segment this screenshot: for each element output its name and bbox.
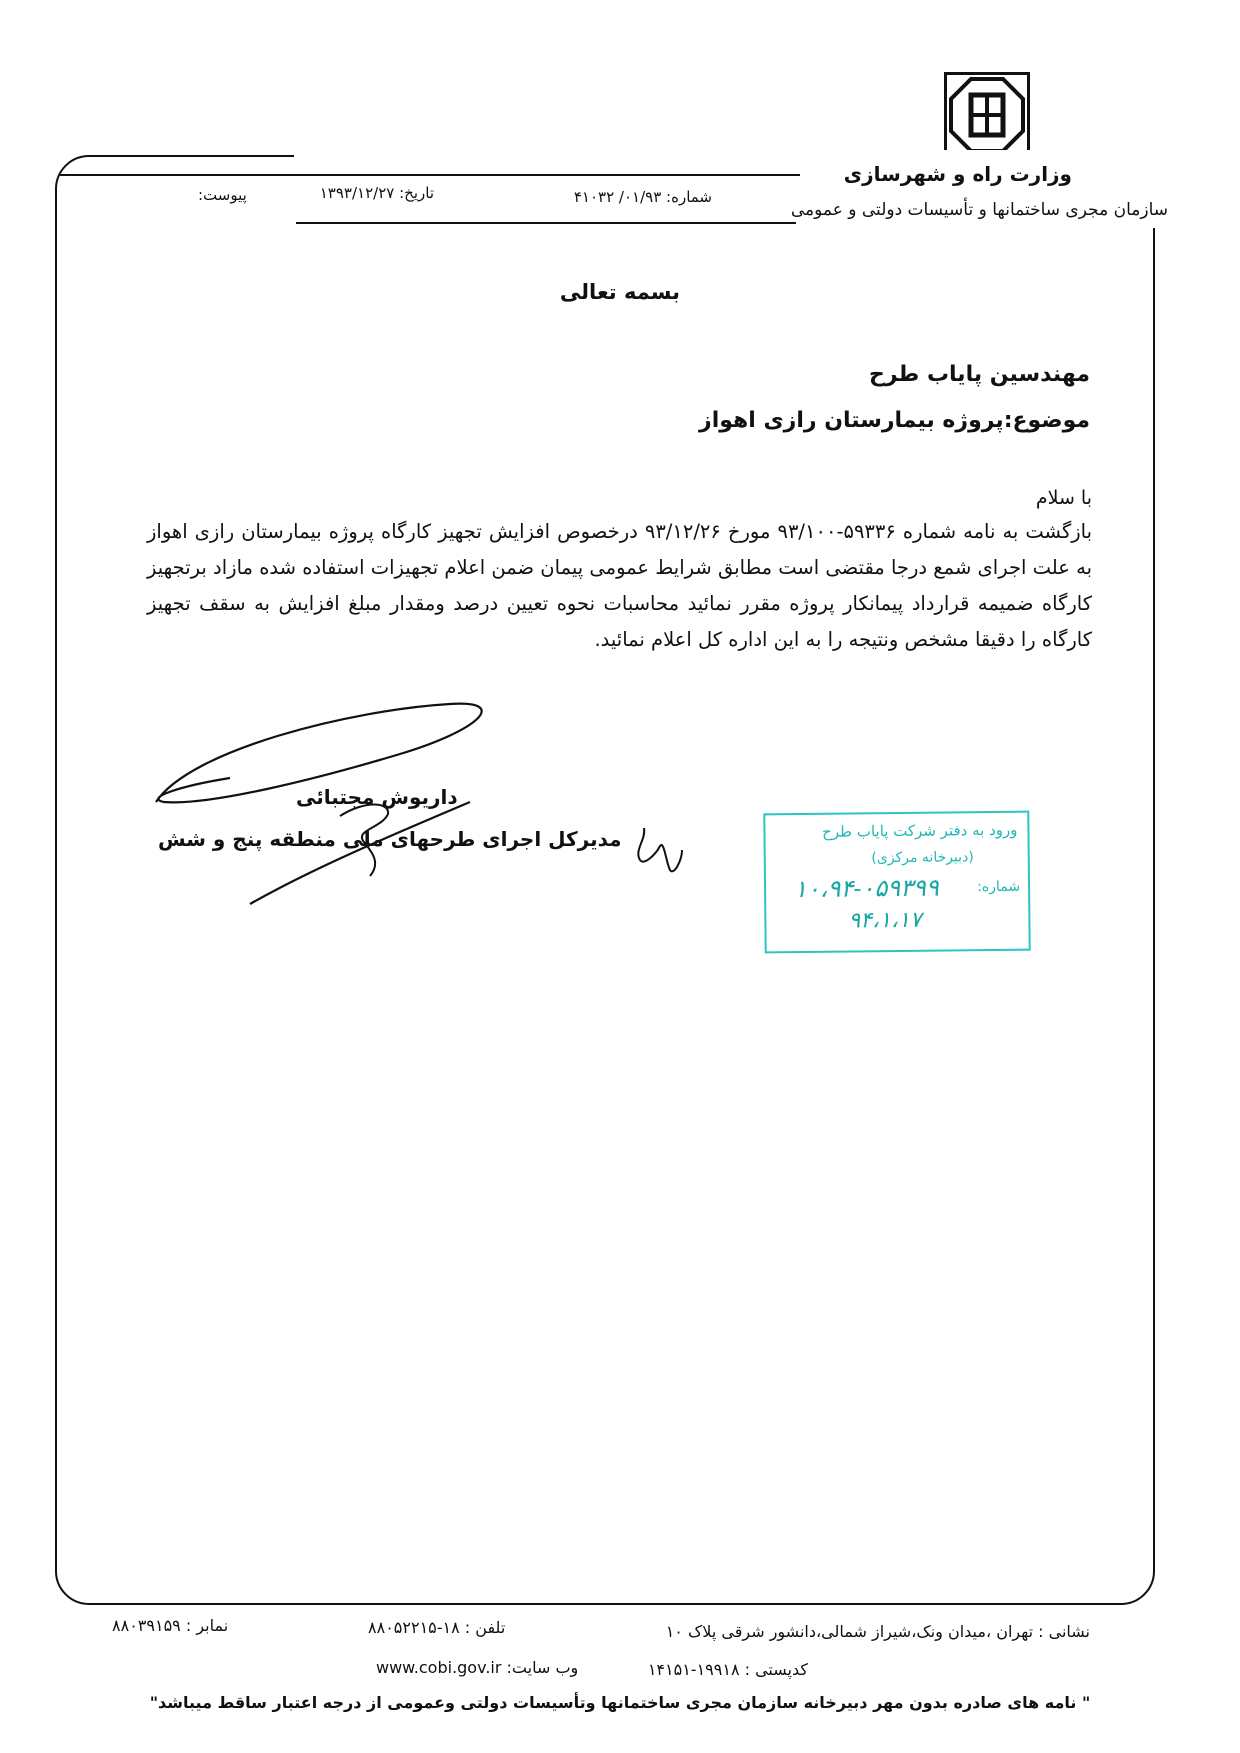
attachment-label: پیوست: — [198, 186, 247, 204]
subject: موضوع:پروژه بیمارستان رازی اهواز — [699, 408, 1090, 433]
signer-name: داریوش مجتبائی — [296, 785, 458, 809]
footer-validity-note: " نامه های صادره بدون مهر دبیرخانه سازمان مجری ساختمانها وتأسیسات دولتی وعمومی از درجه اعتبار ساقط میباشد" — [149, 1693, 1091, 1712]
basmala: بسمه تعالی — [559, 280, 681, 304]
footer-address: نشانی : تهران ،میدان ونک،شیراز شمالی،دانشور شرقی پلاک ۱۰ — [665, 1622, 1090, 1641]
stamp-number-label: شماره: — [977, 878, 1021, 896]
footer-fax: نمابر : ۸۸۰۳۹۱۵۹ — [112, 1616, 229, 1635]
handwritten-initial — [630, 820, 690, 880]
letter-date — [320, 184, 434, 202]
number-label: شماره: — [666, 188, 712, 206]
number-value: ۰۱/۹۳/ ۴۱۰۳۲ — [573, 188, 662, 206]
date-label: تاریخ: — [399, 184, 434, 202]
date-value: ۱۳۹۳/۱۲/۲۷ — [319, 184, 395, 202]
ministry-logo — [944, 72, 1030, 158]
stamp-number: ۱۰،۹۴-۰۵۹۳۹۹ — [793, 873, 939, 904]
receipt-stamp — [763, 811, 1030, 954]
ministry-name: وزارت راه و شهرسازی — [843, 162, 1072, 186]
greeting: با سلام — [1035, 487, 1092, 509]
stamp-company: ورود به دفتر شرکت پایاب طرح — [822, 820, 1018, 841]
header-rule — [60, 174, 800, 176]
letter-number — [574, 188, 712, 206]
stamp-office: (دبیرخانه مرکزی) — [871, 849, 974, 867]
stamp-date: ۹۴،۱،۱۷ — [848, 907, 922, 934]
organization-name: سازمان مجری ساختمانها و تأسیسات دولتی و عمومی — [790, 200, 1168, 220]
footer-website: وب سایت: www.cobi.gov.ir — [376, 1658, 579, 1677]
letter-body: بازگشت به نامه شماره ۵۹۳۳۶-۹۳/۱۰۰ مورخ ۹۳/۱۲/۲۶ درخصوص افزایش تجهیز کارگاه پروژه بیمارستان رازی اهواز به علت اجرای شمع درجا مقتضی است مطابق شرایط عمومی پیمان ضمن اعلام تجهیزات استفاده شده مازاد برتجهیز کارگاه ضمیمه قرارداد پیمانکار پروژه مقرر نمائید محاسبات نحوه تعیین درصد ومقدار مبلغ افزایش به سقف تجهیز کارگاه را دقیقا مشخص ونتیجه را به این اداره کل اعلام نمائید. — [147, 520, 1093, 651]
signer-title: مدیرکل اجرای طرحهای ملی منطقه پنج و شش — [158, 827, 622, 851]
footer-postal-code: کدپستی : ۱۹۹۱۸-۱۴۱۵۱ — [647, 1660, 808, 1679]
window-emblem-icon — [947, 75, 1027, 155]
recipient: مهندسین پایاب طرح — [869, 362, 1090, 387]
header-rule — [296, 222, 796, 224]
footer-phone: تلفن : ۱۸-۸۸۰۵۲۲۱۵ — [368, 1618, 506, 1637]
